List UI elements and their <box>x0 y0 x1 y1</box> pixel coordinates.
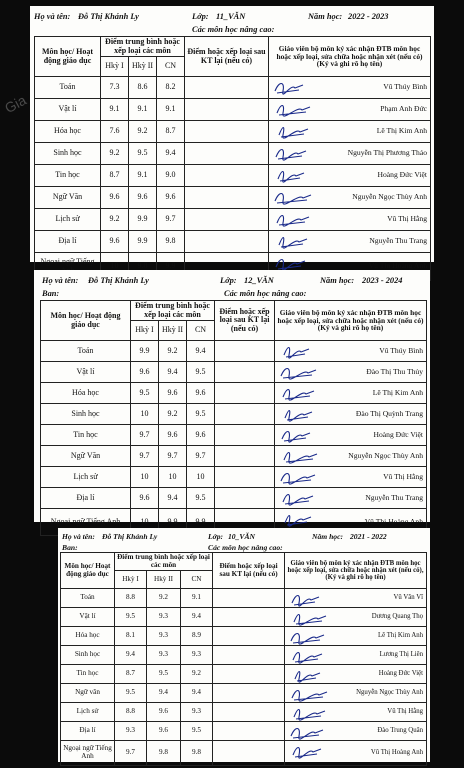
cn-score-cell: 9.4 <box>157 143 185 165</box>
class-value: 11_VĂN <box>216 12 246 21</box>
hk2-score-cell: 9.2 <box>159 404 187 425</box>
subject-cell: Vật lí <box>41 362 131 383</box>
teacher-name: Lê Thị Kim Anh <box>372 387 423 397</box>
hk1-score-cell: 8.8 <box>115 703 147 722</box>
subject-cell: Toán <box>61 589 115 608</box>
retake-cell <box>185 231 269 253</box>
cn-score-cell: 9.6 <box>157 187 185 209</box>
retake-cell <box>213 665 285 684</box>
handwritten-signature <box>289 591 329 607</box>
handwritten-signature <box>273 255 313 271</box>
subject-cell: Ngữ văn <box>61 684 115 703</box>
handwritten-signature <box>289 667 329 683</box>
retake-cell <box>215 425 275 446</box>
handwritten-signature <box>289 648 329 664</box>
teacher-name: Nguyễn Thu Trang <box>365 492 423 502</box>
retake-cell <box>185 121 269 143</box>
hk1-score-cell: 8.7 <box>115 665 147 684</box>
hk1-score-cell: 10 <box>131 467 159 488</box>
cn-score-cell: 8.9 <box>181 627 213 646</box>
handwritten-signature <box>289 629 329 645</box>
cn-score-cell: 9.5 <box>187 488 215 509</box>
retake-cell <box>215 467 275 488</box>
watermark-text: Gia <box>2 91 29 117</box>
handwritten-signature <box>289 705 329 721</box>
table-row <box>61 665 427 684</box>
retake-cell <box>213 627 285 646</box>
table-row <box>41 467 427 488</box>
hk1-score-cell: 10 <box>101 253 129 281</box>
name-label: Họ và tên: <box>42 276 79 285</box>
table-row <box>41 425 427 446</box>
retake-cell <box>215 362 275 383</box>
hk2-score-cell: 9.3 <box>147 646 181 665</box>
teacher-signature-cell <box>269 209 431 231</box>
handwritten-signature <box>279 364 319 380</box>
col-average-header: Điểm trung bình hoặc xếp loại các môn <box>131 301 215 321</box>
teacher-name: Vũ Thị Hằng <box>387 214 427 224</box>
grade-table <box>60 552 427 766</box>
teacher-name: Nguyễn Ngọc Thùy Anh <box>348 450 423 460</box>
handwritten-signature <box>273 123 313 139</box>
advanced-subjects-label: Các môn học nâng cao: <box>192 25 275 34</box>
teacher-signature-cell <box>285 627 427 646</box>
transcript-sheet-grade-10 <box>58 528 430 762</box>
table-row <box>61 722 427 741</box>
cn-score-cell: 9.5 <box>181 722 213 741</box>
subject-cell: Địa lí <box>61 722 115 741</box>
hk2-score-cell: 9.5 <box>147 665 181 684</box>
student-name: Đỗ Thị Khánh Ly <box>88 276 149 285</box>
teacher-signature-cell <box>275 404 427 425</box>
teacher-name: Lê Thị Kim Anh <box>378 632 424 640</box>
hk2-score-cell: 9.3 <box>147 627 181 646</box>
hk2-score-cell: 9.6 <box>147 722 181 741</box>
teacher-name: Vũ Thị Hoàng Anh <box>370 749 424 757</box>
hk1-score-cell: 9.3 <box>115 722 147 741</box>
handwritten-signature <box>289 686 329 702</box>
handwritten-signature <box>273 189 313 205</box>
year-value: 2023 - 2024 <box>362 276 403 285</box>
cn-score-cell: 9.4 <box>181 684 213 703</box>
hk1-score-cell: 10 <box>131 404 159 425</box>
year-label: Năm học: <box>320 276 355 285</box>
teacher-name: Phạm Anh Đức <box>380 104 427 114</box>
handwritten-signature <box>279 448 319 464</box>
class-value: 12_VĂN <box>244 276 274 285</box>
col-subject-header: Môn học/ Hoạt động giáo dục <box>41 301 131 341</box>
table-row <box>41 488 427 509</box>
advanced-subjects-label: Các môn học nâng cao: <box>224 289 307 298</box>
hk1-score-cell: 9.5 <box>115 684 147 703</box>
retake-cell <box>215 488 275 509</box>
year-label: Năm học: <box>308 12 343 21</box>
cn-score-cell: 9.9 <box>187 509 215 536</box>
teacher-name: Vũ Thị Hoàng Anh <box>364 516 423 526</box>
col-retake-header: Điểm hoặc xếp loại sau KT lại (nếu có) <box>185 37 269 77</box>
col-teacher-header: Giáo viên bộ môn ký xác nhận ĐTB môn học hoặc xếp loại, sửa chữa hoặc nhận xét (nếu có) (Ký và ghi rõ họ tên) <box>269 37 431 77</box>
hk2-score-cell: 9.4 <box>159 362 187 383</box>
hk1-score-cell: 9.2 <box>101 209 129 231</box>
cn-score-cell: 9.8 <box>181 741 213 766</box>
subject-cell: Sinh học <box>41 404 131 425</box>
col-hk1-header: Hkỳ I <box>101 57 129 77</box>
sheet-header <box>30 12 434 36</box>
cn-score-cell: 9.3 <box>181 703 213 722</box>
col-teacher-header: Giáo viên bộ môn ký xác nhận ĐTB môn học hoặc xếp loại, sửa chữa hoặc nhận xét (nếu có) (Ký và ghi rõ họ tên) <box>275 301 427 341</box>
handwritten-signature <box>289 610 329 626</box>
handwritten-signature <box>279 343 319 359</box>
teacher-name: Nguyễn Ngọc Thùy Anh <box>356 689 424 697</box>
hk2-score-cell: 9.9 <box>129 231 157 253</box>
hk2-score-cell: 9.3 <box>147 608 181 627</box>
hk1-score-cell: 8.7 <box>101 165 129 187</box>
table-row <box>61 741 427 766</box>
hk1-score-cell: 9.7 <box>115 741 147 766</box>
retake-cell <box>185 143 269 165</box>
col-cn-header: CN <box>157 57 185 77</box>
col-average-header: Điểm trung bình hoặc xếp loại các môn <box>115 553 213 571</box>
table-row <box>35 231 431 253</box>
hk2-score-cell: 9.7 <box>159 446 187 467</box>
cn-score-cell: 9.8 <box>157 231 185 253</box>
table-row <box>41 341 427 362</box>
teacher-name: Nguyễn Ngọc Thùy Anh <box>352 192 427 202</box>
cn-score-cell: 9.6 <box>187 383 215 404</box>
handwritten-signature <box>279 385 319 401</box>
hk2-score-cell: 9.8 <box>129 253 157 281</box>
cn-score-cell: 9.3 <box>181 646 213 665</box>
teacher-name: Nguyễn Thu Trang <box>369 236 427 246</box>
subject-cell: Lịch sử <box>35 209 101 231</box>
table-row <box>41 404 427 425</box>
teacher-signature-cell <box>285 646 427 665</box>
handwritten-signature <box>273 211 313 227</box>
subject-cell: Toán <box>41 341 131 362</box>
col-hk1-header: Hkỳ I <box>115 571 147 589</box>
cn-score-cell: 9.5 <box>187 362 215 383</box>
teacher-name: Vũ Thúy Bình <box>379 345 423 355</box>
hk1-score-cell: 9.4 <box>115 646 147 665</box>
class-label: Lớp: <box>192 12 209 21</box>
table-row <box>35 77 431 99</box>
hk2-score-cell: 8.6 <box>129 77 157 99</box>
table-row <box>35 121 431 143</box>
handwritten-signature <box>273 145 313 161</box>
hk1-score-cell: 9.7 <box>131 446 159 467</box>
table-row <box>61 627 427 646</box>
teacher-name: Hoàng Đức Việt <box>378 670 424 678</box>
table-row <box>61 646 427 665</box>
table-row <box>61 684 427 703</box>
subject-cell: Địa lí <box>41 488 131 509</box>
hk2-score-cell: 10 <box>159 467 187 488</box>
hk2-score-cell: 9.2 <box>147 589 181 608</box>
cn-score-cell: 9.7 <box>187 446 215 467</box>
table-row <box>35 99 431 121</box>
retake-cell <box>185 165 269 187</box>
transcript-sheet-grade-12 <box>34 270 430 526</box>
handwritten-signature <box>279 490 319 506</box>
hk2-score-cell: 9.2 <box>129 121 157 143</box>
retake-cell <box>213 608 285 627</box>
hk1-score-cell: 9.2 <box>101 143 129 165</box>
hk1-score-cell: 9.6 <box>101 231 129 253</box>
subject-cell: Tin học <box>41 425 131 446</box>
teacher-name: Vũ Văn Vĩ <box>393 594 424 602</box>
cn-score-cell: 9.1 <box>157 99 185 121</box>
teacher-signature-cell <box>269 99 431 121</box>
hk1-score-cell: 9.5 <box>131 383 159 404</box>
table-row <box>35 187 431 209</box>
teacher-signature-cell <box>275 425 427 446</box>
hk1-score-cell: 8.8 <box>115 589 147 608</box>
cn-score-cell: 9.5 <box>187 404 215 425</box>
cn-score-cell: 9.4 <box>181 608 213 627</box>
hk2-score-cell: 9.9 <box>159 509 187 536</box>
col-retake-header: Điểm hoặc xếp loại sau KT lại (nếu có) <box>213 553 285 589</box>
hk2-score-cell: 9.5 <box>129 143 157 165</box>
subject-cell: Tin học <box>35 165 101 187</box>
table-row <box>41 383 427 404</box>
table-row <box>61 589 427 608</box>
subject-cell: Hóa học <box>41 383 131 404</box>
year-value: 2021 - 2022 <box>350 532 387 541</box>
hk1-score-cell: 9.9 <box>131 341 159 362</box>
hk2-score-cell: 9.4 <box>159 488 187 509</box>
handwritten-signature <box>279 469 319 485</box>
handwritten-signature <box>273 167 313 183</box>
subject-cell: Tin học <box>61 665 115 684</box>
advanced-subjects-label: Các môn học nâng cao: <box>208 543 283 552</box>
cn-score-cell: 9.0 <box>157 165 185 187</box>
retake-cell <box>185 99 269 121</box>
retake-cell <box>213 684 285 703</box>
hk2-score-cell: 9.1 <box>129 165 157 187</box>
handwritten-signature <box>273 233 313 249</box>
name-label: Họ và tên: <box>34 12 71 21</box>
teacher-signature-cell <box>275 488 427 509</box>
handwritten-signature <box>273 101 313 117</box>
col-hk2-header: Hkỳ II <box>159 321 187 341</box>
teacher-name: Nguyễn Thị Phương Thảo <box>347 148 427 158</box>
hk2-score-cell: 9.8 <box>147 741 181 766</box>
teacher-signature-cell <box>285 589 427 608</box>
subject-cell: Hóa học <box>61 627 115 646</box>
teacher-signature-cell <box>269 231 431 253</box>
class-label: Lớp: <box>220 276 237 285</box>
retake-cell <box>213 589 285 608</box>
teacher-name: Vũ Thị Hằng <box>387 708 424 716</box>
teacher-signature-cell <box>285 684 427 703</box>
teacher-signature-cell <box>275 467 427 488</box>
hk2-score-cell: 9.6 <box>129 187 157 209</box>
col-retake-header: Điểm hoặc xếp loại sau KT lại (nếu có) <box>215 301 275 341</box>
hk2-score-cell: 9.6 <box>147 703 181 722</box>
teacher-name: Vũ Thị Hoàng Anh <box>368 261 427 271</box>
teacher-name: Vũ Thị Hằng <box>383 471 423 481</box>
col-cn-header: CN <box>187 321 215 341</box>
table-row <box>41 446 427 467</box>
teacher-name: Hoàng Đức Việt <box>377 170 427 180</box>
teacher-name: Vũ Thúy Bình <box>383 82 427 92</box>
subject-cell: Sinh học <box>61 646 115 665</box>
teacher-name: Lê Thị Kim Anh <box>376 126 427 136</box>
class-label: Lớp: <box>208 532 224 541</box>
retake-cell <box>213 646 285 665</box>
table-row <box>35 209 431 231</box>
table-row <box>61 703 427 722</box>
teacher-name: Đào Trung Quân <box>377 727 424 735</box>
hk1-score-cell: 9.7 <box>131 425 159 446</box>
retake-cell <box>185 77 269 99</box>
teacher-signature-cell <box>285 741 427 766</box>
hk2-score-cell: 9.1 <box>129 99 157 121</box>
col-teacher-header: Giáo viên bộ môn ký xác nhận ĐTB môn học hoặc xếp loại, sửa chữa hoặc nhận xét (nếu có), (Ký và ghi rõ họ tên) <box>285 553 427 589</box>
subject-cell: Lịch sử <box>61 703 115 722</box>
teacher-signature-cell <box>269 77 431 99</box>
hk1-score-cell: 7.3 <box>101 77 129 99</box>
teacher-signature-cell <box>285 703 427 722</box>
subject-cell: Toán <box>35 77 101 99</box>
handwritten-signature <box>279 406 319 422</box>
table-row <box>41 362 427 383</box>
ban-label: Ban: <box>42 289 60 298</box>
hk2-score-cell: 9.4 <box>147 684 181 703</box>
cn-score-cell: 9.4 <box>187 341 215 362</box>
hk1-score-cell: 10 <box>131 509 159 536</box>
retake-cell <box>215 341 275 362</box>
hk2-score-cell: 9.6 <box>159 425 187 446</box>
table-row <box>61 608 427 627</box>
teacher-signature-cell <box>275 383 427 404</box>
subject-cell: Ngoại ngữ Tiếng <box>35 253 101 281</box>
retake-cell <box>215 383 275 404</box>
subject-cell: Hóa học <box>35 121 101 143</box>
col-hk2-header: Hkỳ II <box>147 571 181 589</box>
teacher-signature-cell <box>269 187 431 209</box>
transcript-sheet-grade-11 <box>30 6 434 271</box>
col-hk1-header: Hkỳ I <box>131 321 159 341</box>
grade-table <box>40 300 427 536</box>
subject-cell: Ngữ Văn <box>41 446 131 467</box>
retake-cell <box>213 703 285 722</box>
hk1-score-cell: 8.1 <box>115 627 147 646</box>
cn-score-cell: 9.6 <box>187 425 215 446</box>
subject-cell: Địa lí <box>35 231 101 253</box>
hk1-score-cell: 9.5 <box>115 608 147 627</box>
teacher-signature-cell <box>269 143 431 165</box>
teacher-name: Lương Thị Liên <box>379 651 424 659</box>
cn-score-cell: 8.7 <box>157 121 185 143</box>
retake-cell <box>185 187 269 209</box>
cn-score-cell: 10 <box>187 467 215 488</box>
col-subject-header: Môn học/ Hoạt động giáo dục <box>35 37 101 77</box>
hk1-score-cell: 9.1 <box>101 99 129 121</box>
handwritten-signature <box>273 79 313 95</box>
table-row <box>35 143 431 165</box>
col-cn-header: CN <box>181 571 213 589</box>
retake-cell <box>215 404 275 425</box>
hk2-score-cell: 9.6 <box>159 383 187 404</box>
year-label: Năm học: <box>312 532 344 541</box>
hk1-score-cell: 9.6 <box>131 488 159 509</box>
teacher-name: Hoàng Đức Việt <box>373 429 423 439</box>
col-subject-header: Môn học/ Hoạt động giáo dục <box>61 553 115 589</box>
subject-cell: Ngoại ngữ Tiếng Anh <box>61 741 115 766</box>
col-average-header: Điểm trung bình hoặc xếp loại các môn <box>101 37 185 57</box>
teacher-signature-cell <box>285 722 427 741</box>
ban-label: Ban: <box>62 543 78 552</box>
teacher-name: Dương Quang Thọ <box>371 613 424 621</box>
hk2-score-cell: 9.9 <box>129 209 157 231</box>
sheet-header <box>34 276 430 300</box>
retake-cell <box>213 741 285 766</box>
teacher-signature-cell <box>285 665 427 684</box>
subject-cell: Sinh học <box>35 143 101 165</box>
student-name: Đỗ Thị Khánh Ly <box>78 12 139 21</box>
teacher-name: Đào Thị Thu Thủy <box>366 366 423 376</box>
handwritten-signature <box>289 743 329 759</box>
cn-score-cell: 9.9 <box>157 253 185 281</box>
name-label: Họ và tên: <box>62 532 95 541</box>
hk1-score-cell: 9.6 <box>131 362 159 383</box>
cn-score-cell: 9.7 <box>157 209 185 231</box>
teacher-name: Đào Thị Quỳnh Trang <box>355 408 423 418</box>
subject-cell: Lịch sử <box>41 467 131 488</box>
retake-cell <box>213 722 285 741</box>
handwritten-signature <box>279 427 319 443</box>
teacher-signature-cell <box>275 362 427 383</box>
retake-cell <box>215 446 275 467</box>
handwritten-signature <box>289 724 329 740</box>
hk1-score-cell: 7.6 <box>101 121 129 143</box>
retake-cell <box>185 209 269 231</box>
hk2-score-cell: 9.2 <box>159 341 187 362</box>
hk1-score-cell: 9.6 <box>101 187 129 209</box>
teacher-signature-cell <box>275 446 427 467</box>
teacher-signature-cell <box>269 121 431 143</box>
cn-score-cell: 9.2 <box>181 665 213 684</box>
col-hk2-header: Hkỳ II <box>129 57 157 77</box>
subject-cell: Vật lí <box>61 608 115 627</box>
table-row <box>35 165 431 187</box>
teacher-signature-cell <box>269 165 431 187</box>
student-name: Đỗ Thị Khánh Ly <box>102 532 158 541</box>
class-value: 10_VĂN <box>228 532 256 541</box>
handwritten-signature <box>279 511 319 527</box>
cn-score-cell: 9.1 <box>181 589 213 608</box>
year-value: 2022 - 2023 <box>348 12 389 21</box>
teacher-signature-cell <box>275 341 427 362</box>
subject-cell: Ngữ Văn <box>35 187 101 209</box>
grade-table <box>34 36 431 281</box>
subject-cell: Ngoại ngữ Tiếng Anh <box>41 509 131 536</box>
subject-cell: Vật lí <box>35 99 101 121</box>
teacher-signature-cell <box>285 608 427 627</box>
cn-score-cell: 8.2 <box>157 77 185 99</box>
